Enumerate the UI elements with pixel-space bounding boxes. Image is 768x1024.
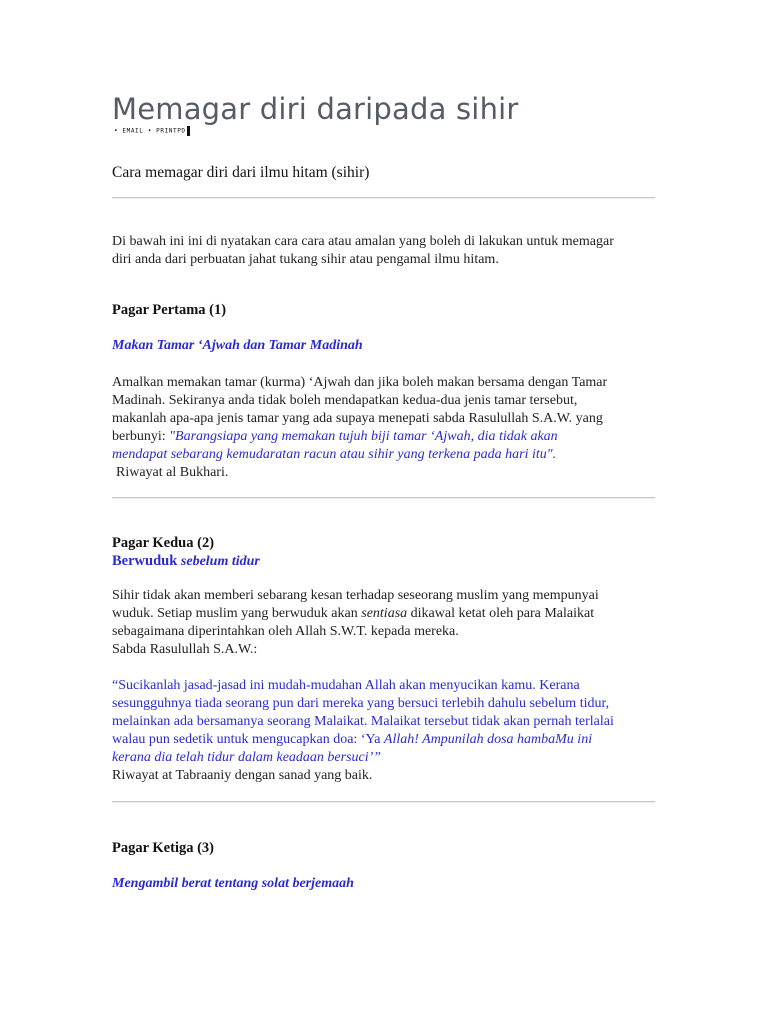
quote-italic: Allah! Ampunilah dosa hambaMu ini (383, 732, 593, 747)
paragraph-line: Madinah. Sekiranya anda tidak boleh mendapatkan kedua-dua jenis tamar tersebut, (112, 393, 578, 408)
quote-italic: kerana dia telah tidur dalam keadaan bersuci’” (112, 750, 382, 765)
pagar2-subheading (112, 552, 672, 571)
intro-line: Di bawah ini ini di nyatakan cara cara atau amalan yang boleh di lakukan untuk memagar (112, 234, 614, 249)
subtitle: Cara memagar diri dari ilmu hitam (sihir) (112, 164, 370, 181)
paragraph-text: berbunyi: (112, 429, 170, 444)
pagar3-heading: Pagar Ketiga (3) (112, 840, 215, 856)
intro-paragraph (112, 233, 672, 269)
paragraph-italic: sentiasa (361, 606, 408, 621)
quote-line: “Sucikanlah jasad-jasad ini mudah-mudahan Allah akan menyucikan kamu. Kerana (112, 678, 580, 693)
share-toolbar (114, 126, 190, 136)
page-title: Memagar diri daripada sihir (112, 92, 519, 126)
divider (112, 801, 655, 803)
pagar2-heading: Pagar Kedua (2) (112, 535, 215, 551)
paragraph-line: Amalkan memakan tamar (kurma) ‘Ajwah dan jika boleh makan bersama dengan Tamar (112, 375, 608, 390)
paragraph-line: Sihir tidak akan memberi sebarang kesan terhadap seseorang muslim yang mempunyai (112, 588, 599, 603)
quote-text: walau pun sedetik untuk mengucapkan doa: ‘Ya (112, 732, 384, 747)
paragraph-line: makanlah apa-apa jenis tamar yang ada supaya menepati sabda Rasulullah S.A.W. yang (112, 411, 603, 426)
paragraph-line: sebagaimana diperintahkan oleh Allah S.W.T. kepada mereka. (112, 624, 459, 639)
email-link[interactable]: • EMAIL (114, 127, 144, 135)
pagar3-subheading: Mengambil berat tentang solat berjemaah (112, 876, 354, 891)
paragraph-line: Sabda Rasulullah S.A.W.: (112, 642, 258, 657)
pagar1-subheading: Makan Tamar ‘Ajwah dan Tamar Madinah (112, 338, 363, 353)
subheading-italic: sebelum tidur (180, 554, 260, 569)
divider (112, 197, 655, 199)
hadith-quote: mendapat sebarang kemudaratan racun atau sihir yang terkena pada hari itu". (112, 447, 557, 462)
pagar2-quote (112, 677, 672, 767)
text-cursor-icon (187, 126, 190, 136)
paragraph-text: wuduk. Setiap muslim yang berwuduk akan (112, 606, 362, 621)
quote-line: sesungguhnya tiada seorang pun dari mereka yang bersuci terlebih dahulu sebelum tidur, (112, 696, 610, 711)
intro-line: diri anda dari perbuatan jahat tukang sihir atau pengamal ilmu hitam. (112, 252, 499, 267)
pagar1-paragraph (112, 374, 672, 482)
hadith-source: Riwayat at Tabraaniy dengan sanad yang baik. (112, 768, 373, 783)
quote-line: melainkan ada bersamanya seorang Malaikat. Malaikat tersebut tidak akan pernah terlalai (112, 714, 614, 729)
print-pdf-link[interactable]: • PRINTPD (147, 127, 186, 135)
paragraph-text: dikawal ketat oleh para Malaikat (407, 606, 595, 621)
pagar2-paragraph (112, 587, 672, 659)
divider (112, 497, 655, 499)
subheading-bold: Berwuduk (112, 553, 181, 569)
hadith-quote: "Barangsiapa yang memakan tujuh biji tamar ‘Ajwah, dia tidak akan (169, 429, 558, 444)
hadith-source: Riwayat al Bukhari. (116, 465, 229, 480)
pagar1-heading: Pagar Pertama (1) (112, 302, 227, 318)
